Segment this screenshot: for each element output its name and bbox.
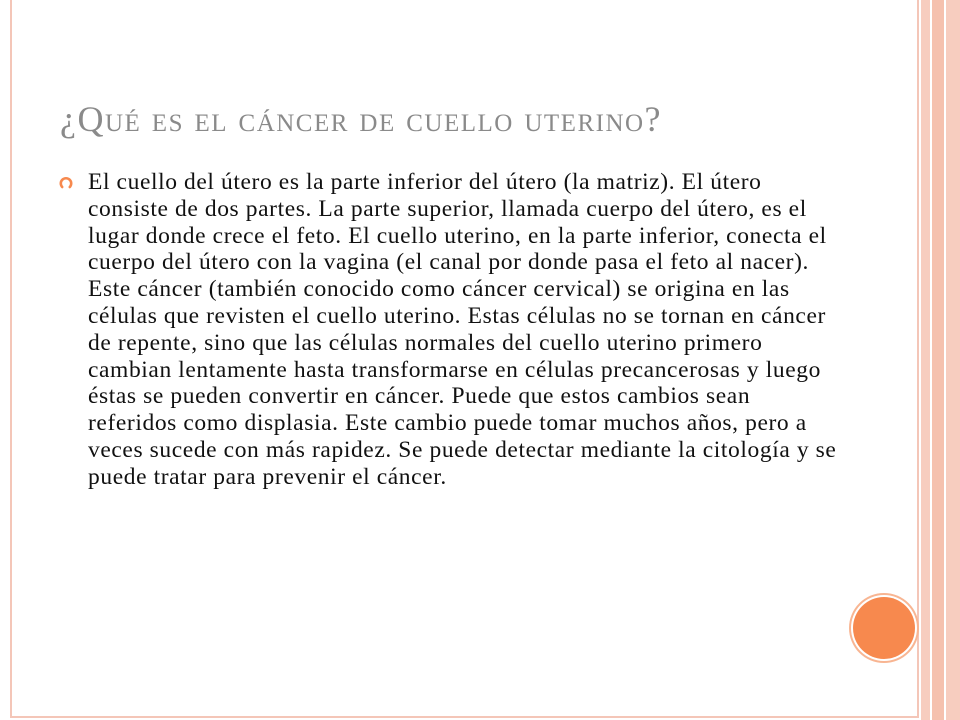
decorative-stripe [921,0,930,720]
slide-title: ¿Qué es el cáncer de cuello uterino? [60,99,663,139]
decorative-stripe [932,0,944,720]
ring-bullet-icon [59,175,73,189]
slide-content [59,169,839,491]
bullet-item [59,169,839,491]
bullet-text: El cuello del útero es la parte inferior del útero (la matriz). El útero consiste de dos partes. La parte superior, llamada cuerpo del útero, es el lugar donde crece el feto. El cuello uterino, en la parte inferior, conecta el cuerpo del útero con la vagina (el canal por donde pasa el feto al nacer). Este cáncer (también conocido como cáncer cervical) se origina en las células que revisten el cuello uterino. Estas células no se tornan en cáncer de repente, sino que las células normales del cuello uterino primero cambian lentamente hasta transformarse en células precancerosas y luego éstas se pueden convertir en cáncer. Puede que estos cambios sean referidos como displasia. Este cambio puede tomar muchos años, pero a veces sucede con más rapidez. Se puede detectar mediante la citología y se puede tratar para prevenir el cáncer. [88,169,837,490]
decorative-stripe [946,0,960,720]
decorative-orange-circle [853,597,915,659]
